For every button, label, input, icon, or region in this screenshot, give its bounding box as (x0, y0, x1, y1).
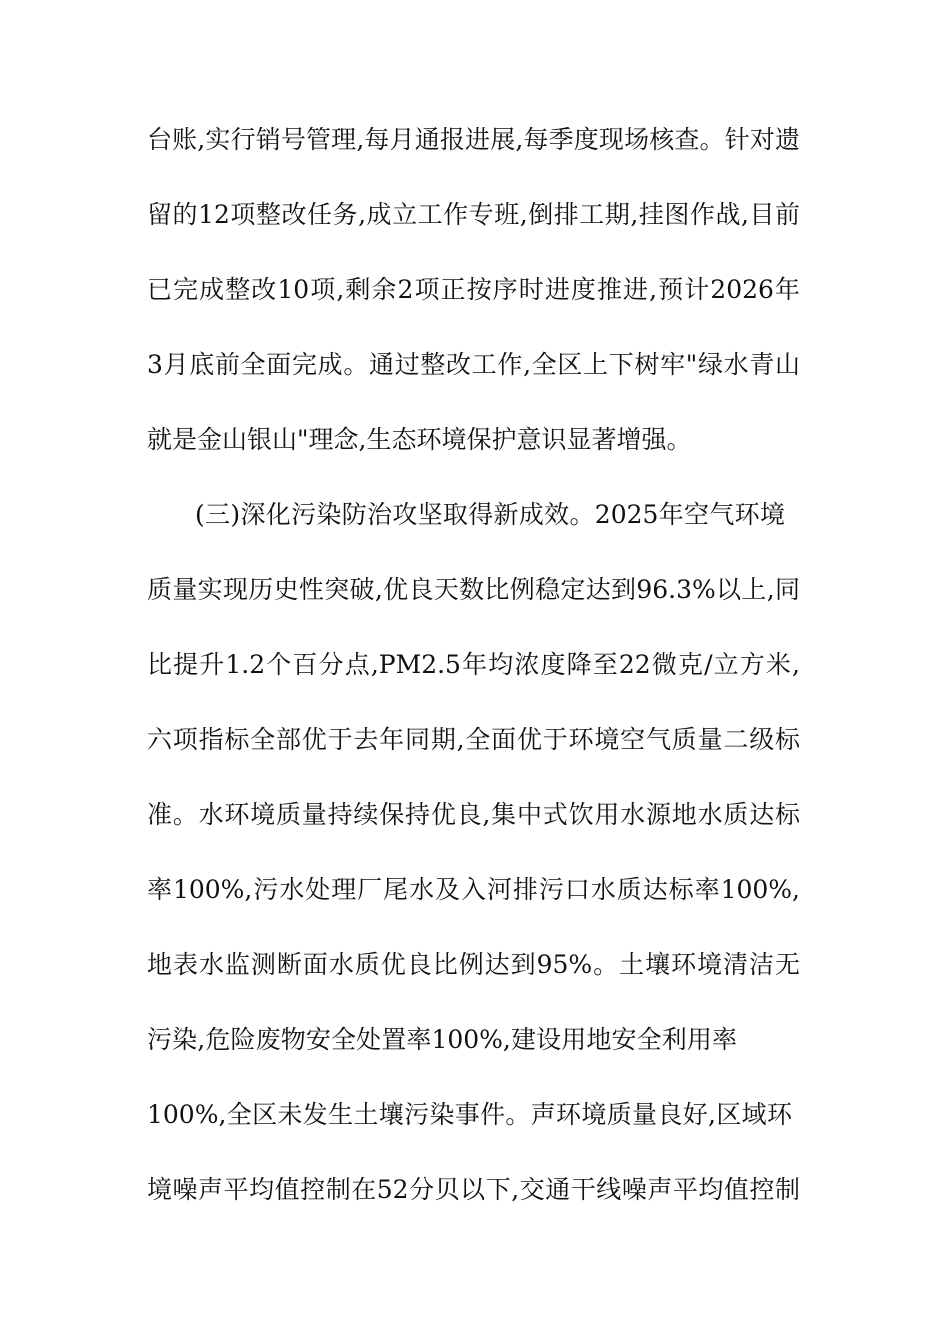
paragraph-line: 留的12项整改任务,成立工作专班,倒排工期,挂图作战,目前 (147, 200, 800, 229)
paragraph-line: 已完成整改10项,剩余2项正按序时进度推进,预计2026年 (147, 275, 800, 304)
paragraph-line: 准。水环境质量持续保持优良,集中式饮用水源地水质达标 (147, 800, 800, 829)
paragraph-line: 台账,实行销号管理,每月通报进展,每季度现场核查。针对遗 (147, 125, 800, 154)
paragraph-line: 地表水监测断面水质优良比例达到95%。土壤环境清洁无 (147, 950, 800, 979)
paragraph-line: 境噪声平均值控制在52分贝以下,交通干线噪声平均值控制 (147, 1175, 800, 1204)
section-heading-line: (三)深化污染防治攻坚取得新成效。2025年空气环境 (195, 500, 785, 529)
paragraph-line: 质量实现历史性突破,优良天数比例稳定达到96.3%以上,同 (147, 575, 800, 604)
paragraph-line: 污染,危险废物安全处置率100%,建设用地安全利用率 (147, 1025, 737, 1054)
paragraph-line: 100%,全区未发生土壤污染事件。声环境质量良好,区域环 (147, 1100, 792, 1129)
paragraph-line: 六项指标全部优于去年同期,全面优于环境空气质量二级标 (147, 725, 800, 754)
paragraph-line: 比提升1.2个百分点,PM2.5年均浓度降至22微克/立方米, (147, 650, 800, 679)
paragraph-line: 率100%,污水处理厂尾水及入河排污口水质达标率100%, (147, 875, 800, 904)
paragraph-line: 3月底前全面完成。通过整改工作,全区上下树牢"绿水青山 (147, 350, 800, 379)
paragraph-line: 就是金山银山"理念,生态环境保护意识显著增强。 (147, 425, 692, 454)
